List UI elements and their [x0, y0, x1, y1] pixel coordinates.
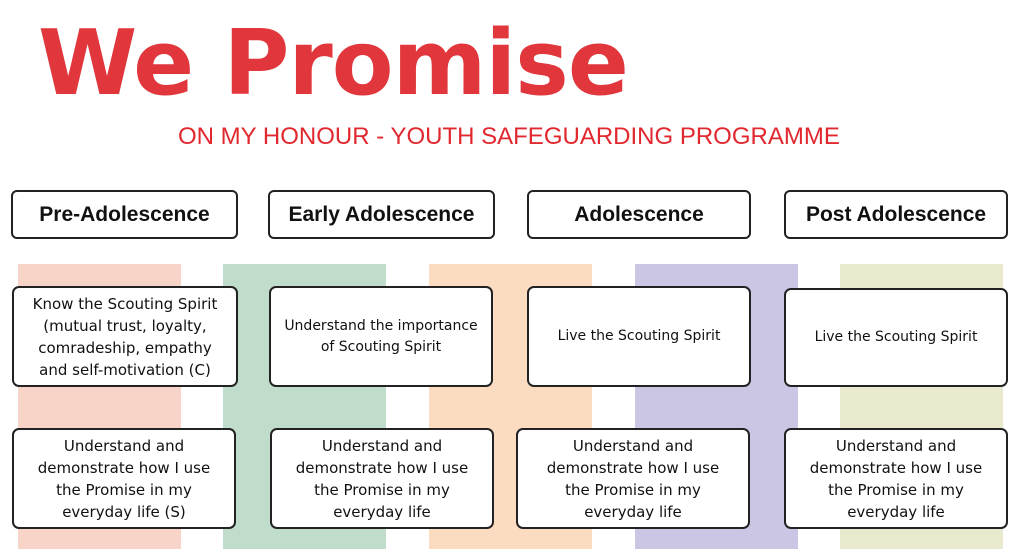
goal-spirit-text: Live the Scouting Spirit: [814, 329, 978, 345]
goal-promise-early-adolescence: [270, 428, 494, 529]
stage-early-adolescence: Early Adolescence: [268, 190, 495, 239]
goal-promise-text: Understand and demonstrate how I use the Promise in my everyday life: [295, 436, 469, 521]
stage-adolescence: Adolescence: [527, 190, 751, 239]
goal-spirit-text: Know the Scouting Spirit (mutual trust, loyalty, comradeship, empathy and self-motivation (C): [32, 294, 218, 379]
goal-promise-text: Understand and demonstrate how I use the Promise in my everyday life (S): [37, 436, 211, 521]
goal-spirit-text: Understand the importance of Scouting Spirit: [284, 317, 478, 355]
goal-promise-text: Understand and demonstrate how I use the Promise in my everyday life: [546, 436, 720, 521]
goal-spirit-early-adolescence: [269, 286, 493, 387]
page-title: We Promise: [38, 11, 628, 116]
goal-spirit-pre-adolescence: [12, 286, 238, 387]
goal-promise-pre-adolescence: [12, 428, 236, 529]
stage-post-adolescence: Post Adolescence: [784, 190, 1008, 239]
goal-promise-adolescence: [516, 428, 750, 529]
goal-spirit-text: Live the Scouting Spirit: [557, 328, 721, 344]
stage-pre-adolescence: Pre-Adolescence: [11, 190, 238, 239]
goal-spirit-post-adolescence: [784, 288, 1008, 387]
goal-promise-post-adolescence: [784, 428, 1008, 529]
goal-promise-text: Understand and demonstrate how I use the Promise in my everyday life: [809, 436, 983, 521]
page-subtitle: ON MY HONOUR - YOUTH SAFEGUARDING PROGRAMME: [178, 123, 840, 150]
goal-spirit-adolescence: [527, 286, 751, 387]
